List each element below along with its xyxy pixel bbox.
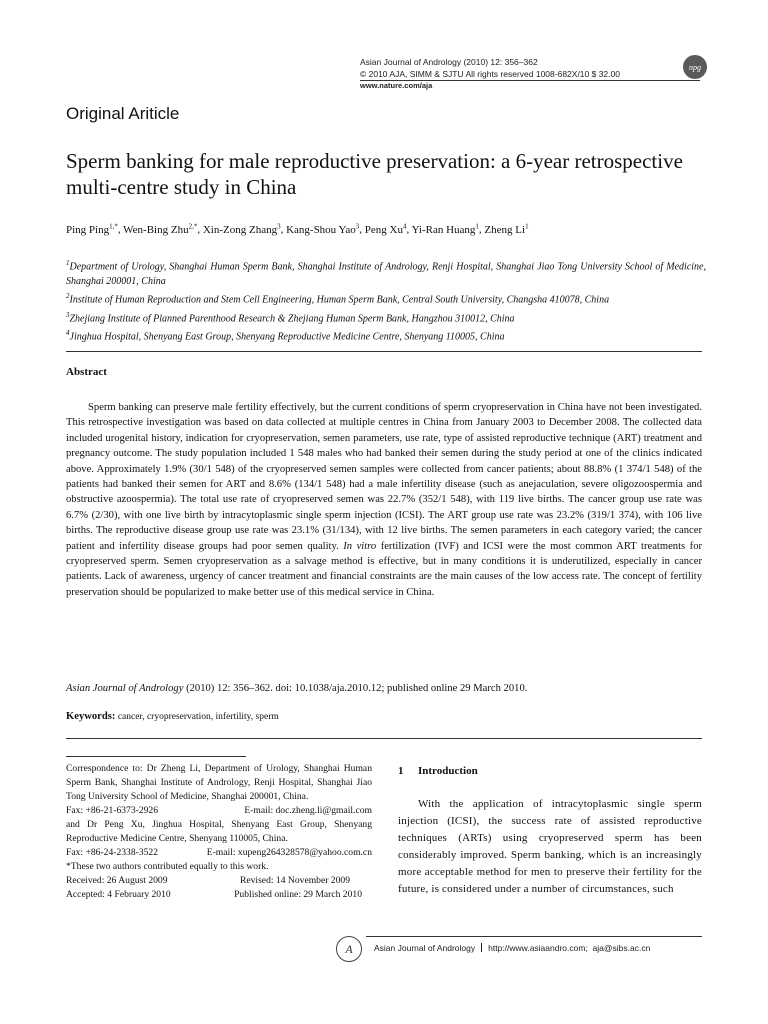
contact-row (66, 846, 372, 860)
published-date: Published online: 29 March 2010 (234, 889, 362, 900)
revised-date: Revised: 14 November 2009 (239, 875, 350, 886)
dates-row (66, 888, 372, 902)
header-divider (360, 80, 700, 81)
affiliation: $^1$Department of Urology, Shanghai Human Sperm Bank, Shanghai Institute of Andrology, Renji Hospital, Shanghai Jiao Tong University School of Medicine, Shanghai 200001, China (66, 259, 706, 288)
journal-header (360, 56, 620, 92)
affiliation: $^3$Zhejiang Institute of Planned Parenthood Research & Zhejiang Human Sperm Bank, Hangzhou 310012, China (66, 310, 515, 324)
article-title: Sperm banking for male reproductive preservation: a 6-year retrospective multi-centre study in China (66, 149, 683, 199)
author[interactable]: Wen-Bing Zhu$^{2,*}$ (123, 222, 198, 236)
received-date: Received: 26 August 2009 (66, 875, 168, 886)
divider (66, 738, 702, 739)
author[interactable]: Peng Xu$^4$ (364, 222, 407, 236)
author[interactable]: Ping Ping$^{1,*}$ (66, 222, 118, 236)
introduction-heading: 1 Introduction (398, 765, 478, 777)
author[interactable]: Kang-Shou Yao$^3$ (286, 222, 360, 236)
footer-email[interactable]: aja@sibs.ac.cn (592, 943, 651, 953)
affiliation: $^4$Jinghua Hospital, Shenyang East Group, Shenyang Reproductive Medicine Centre, Shenyang 110005, China (66, 328, 505, 343)
email-link[interactable]: E-mail: xupeng264328578@yahoo.com.cn (206, 847, 372, 858)
aja-logo-text: A (345, 941, 353, 956)
equal-contribution-note: *These two authors contributed equally to this work. (66, 861, 269, 872)
npg-logo (683, 55, 707, 79)
footer-url[interactable]: http://www.asiaandro.com; (488, 943, 588, 953)
journal-citation-line: Asian Journal of Andrology (2010) 12: 356–362 (360, 57, 538, 67)
keywords-label: Keywords: (66, 711, 116, 722)
contact-row (66, 804, 372, 818)
divider (66, 351, 702, 352)
affiliations (66, 256, 706, 344)
abstract-body: Sperm banking can preserve male fertility effectively, but the current conditions of sperm cryopreservation in China have not been investigated. This retrospective investigation was based on data collected at multiple centres in China from January 2003 to December 2008. The collected data included urogenital history, indication for cryopreservation, semen parameters, use rate, type of assisted reproductive technique (ART) treatment and pregnancy outcome. The study population included 1 548 males who had banked their semen during the study period at one of the clinics indicated above. Approximately 1.9% (30/1 548) of the cryopreserved semen samples were collected from cancer patients; about 88.8% (1 374/1 548) of the patients had banked their semen for ART and 8.6% (134/1 548) had a male infertility disease (such as anejaculation, severe oligozoospermia and obstructive azoospermia). The total use rate of cryopreserved semen was 22.7% (352/1 548), with 119 live births. The cancer group use rate was 6.7% (2/30), with one live birth by intracytoplasmic single sperm injection (ICSI). The ART group use rate was 23.2% (319/1 374), with 106 live births. The reproductive disease group use rate was 23.1% (31/134), with 12 live births. The semen parameters in each category varied; the cancer patient and infertility disease groups had poor semen quality. In vitro fertilization (IVF) and ICSI were the most common ART treatments for cryopreserved sperm. Semen cryopreservation as a salvage method is effective, but in many conditions it is underutilized, especially in cancer patients. Lack of awareness, urgency of cancer treatment and financial constraints are the main causes of the low access rate. The concept of fertility preservation should be popularized to make better use of this medical service in China. (66, 402, 703, 598)
author[interactable]: Xin-Zong Zhang$^3$ (202, 222, 281, 236)
author[interactable]: Yi-Ran Huang$^1$ (411, 222, 479, 236)
fax-number: Fax: +86-24-2338-3522 (66, 847, 159, 858)
section-label: Original Ariticle (66, 104, 180, 123)
journal-footer (374, 943, 650, 953)
correspondence-text: and Dr Peng Xu, Jinghua Hospital, Shenyang East Group, Shenyang Reproductive Medicine Centre, Shenyang 110005, China. (66, 819, 372, 844)
footer-divider (366, 936, 702, 937)
correspondence-text: Correspondence to: Dr Zheng Li, Department of Urology, Shanghai Human Sperm Bank, Shanghai Institute of Andrology, Renji Hospital, Shanghai Jiao Tong University School of Medicine, Shanghai 200001, China. (66, 763, 372, 802)
footnote-divider (66, 756, 246, 757)
author-list: Ping Ping$^{1,*}$, Wen-Bing Zhu$^{2,*}$, Xin-Zong Zhang$^3$, Kang-Shou Yao$^3$, Peng Xu$^4$, Yi-Ran Huang$^1$, Zheng Li$^1$ (66, 222, 529, 236)
email-link[interactable]: E-mail: doc.zheng.li@gmail.com (244, 805, 372, 816)
accepted-date: Accepted: 4 February 2010 (66, 889, 171, 900)
keywords-list: cancer, cryopreservation, infertility, sperm (115, 712, 279, 722)
npg-logo-text: npg (689, 62, 701, 72)
abstract-heading: Abstract (66, 366, 107, 378)
copyright-line: © 2010 AJA, SIMM & SJTU All rights reserved 1008-682X/10 $ 32.00 (360, 69, 620, 79)
introduction-body: With the application of intracytoplasmic single sperm injection (ICSI), the success rate of assisted reproductive techniques (ARTs) using cryopreserved sperm has been considerably improved. Sperm banking, which is an increasingly more acceptable method for men to preserve their fertility for the future, is considered under a number of circumstances, such (398, 798, 702, 895)
author[interactable]: Zheng Li$^1$ (484, 222, 529, 236)
fax-number: Fax: +86-21-6373-2926 (66, 805, 159, 816)
dates-row (66, 874, 372, 888)
footer-journal-name: Asian Journal of Andrology (374, 943, 476, 953)
journal-url[interactable]: www.nature.com/aja (360, 81, 433, 90)
aja-logo (336, 936, 362, 962)
footer-separator (481, 943, 482, 952)
article-citation: Asian Journal of Andrology (2010) 12: 356–362. doi: 10.1038/aja.2010.12; published online 29 March 2010. (66, 683, 528, 694)
keywords (66, 711, 702, 722)
affiliation: $^2$Institute of Human Reproduction and Stem Cell Engineering, Human Sperm Bank, Central South University, Changsha 410078, China (66, 292, 610, 306)
correspondence-footnote (66, 762, 372, 902)
